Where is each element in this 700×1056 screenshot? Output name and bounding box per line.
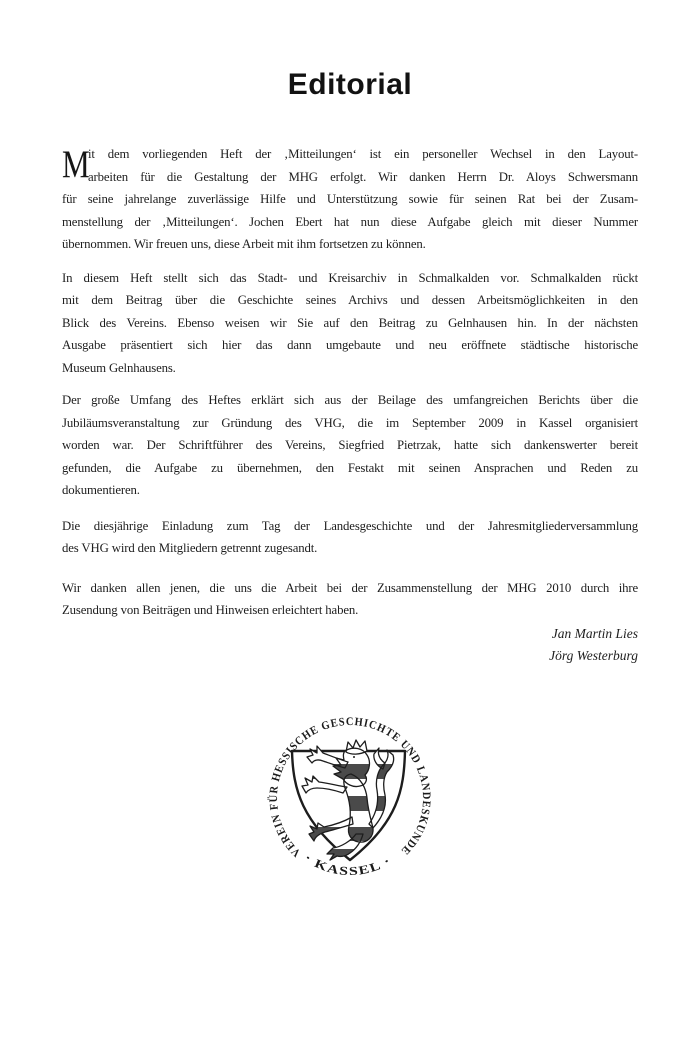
page-title: Editorial <box>287 68 413 101</box>
text-line: Zusendung von Beiträgen und Hinweisen erleichtert haben. <box>62 603 359 617</box>
signature-2: Jörg Westerburg <box>549 648 638 663</box>
seal-ring-text-top: VEREIN FÜR HESSISCHE GESCHICHTE UND LANDESKUNDE <box>267 715 433 859</box>
signature-1: Jan Martin Lies <box>551 625 638 641</box>
text-line: worden war. Der Schriftführer des Vereins, Siegfried Pietrzak, hatte sich dankenswerter bereit <box>62 438 638 452</box>
text-line: dokumentieren. <box>62 483 140 497</box>
text-line: arbeiten für die Gestaltung der MHG erfolgt. Wir danken Herrn Dr. Aloys Schwersmann <box>88 169 638 184</box>
editorial-page <box>0 68 700 1056</box>
text-line: mit dem Beitrag über die Geschichte seines Archivs und dessen Arbeitsmöglichkeiten in den <box>62 293 638 307</box>
text-line: Ausgabe präsentiert sich hier das dann umgebaute und neu eröffnete städtische historische <box>62 338 638 352</box>
text-line: Die diesjährige Einladung zum Tag der Landesgeschichte und der Jahresmitgliederversammlung <box>62 518 638 533</box>
paragraph-4 <box>62 515 638 560</box>
dropcap-letter: M <box>62 143 90 186</box>
text-line: it dem vorliegenden Heft der ‚Mitteilungen‘ ist ein personeller Wechsel in den Layout- <box>88 147 638 161</box>
paragraph-5 <box>62 577 638 622</box>
text-line: Wir danken allen jenen, die uns die Arbeit bei der Zusammenstellung der MHG 2010 durch ihre <box>62 580 638 595</box>
text-line: des VHG wird den Mitgliedern getrennt zugesandt. <box>62 541 318 555</box>
paragraph-2 <box>62 267 638 380</box>
text-line: übernommen. Wir freuen uns, diese Arbeit mit ihm fortsetzen zu können. <box>62 237 426 251</box>
text-line: Blick des Vereins. Ebenso weisen wir Sie auf den Beitrag zu Gelnhausen hin. In der nächsten <box>62 315 638 330</box>
society-seal <box>255 698 445 898</box>
text-line: Der große Umfang des Heftes erklärt sich aus der Beilage des umfangreichen Berichts über die <box>62 393 638 407</box>
text-line: In diesem Heft stellt sich das Stadt- und Kreisarchiv in Schmalkalden vor. Schmalkalden rückt <box>62 270 638 285</box>
seal-ring-text-bottom: · KASSEL · <box>301 849 393 878</box>
text-line: Jubiläumsveranstaltung zur Gründung des VHG, die im September 2009 in Kassel organisiert <box>62 415 638 430</box>
paragraph-3 <box>62 389 638 502</box>
text-line: Museum Gelnhausens. <box>62 360 176 375</box>
text-column <box>62 143 638 668</box>
text-line: gefunden, die Aufgabe zu übernehmen, den Festakt mit seinen Ansprachen und Reden zu <box>62 460 638 475</box>
signature-block <box>62 623 638 668</box>
paragraph-1 <box>62 143 638 256</box>
text-line: für seine jahrelange zuverlässige Hilfe und Unterstützung sowie für seinen Rat bei der Zusam- <box>62 192 638 206</box>
text-line: menstellung der ‚Mitteilungen‘. Jochen Ebert hat nun diese Aufgabe gleich mit dieser Nummer <box>62 214 638 229</box>
